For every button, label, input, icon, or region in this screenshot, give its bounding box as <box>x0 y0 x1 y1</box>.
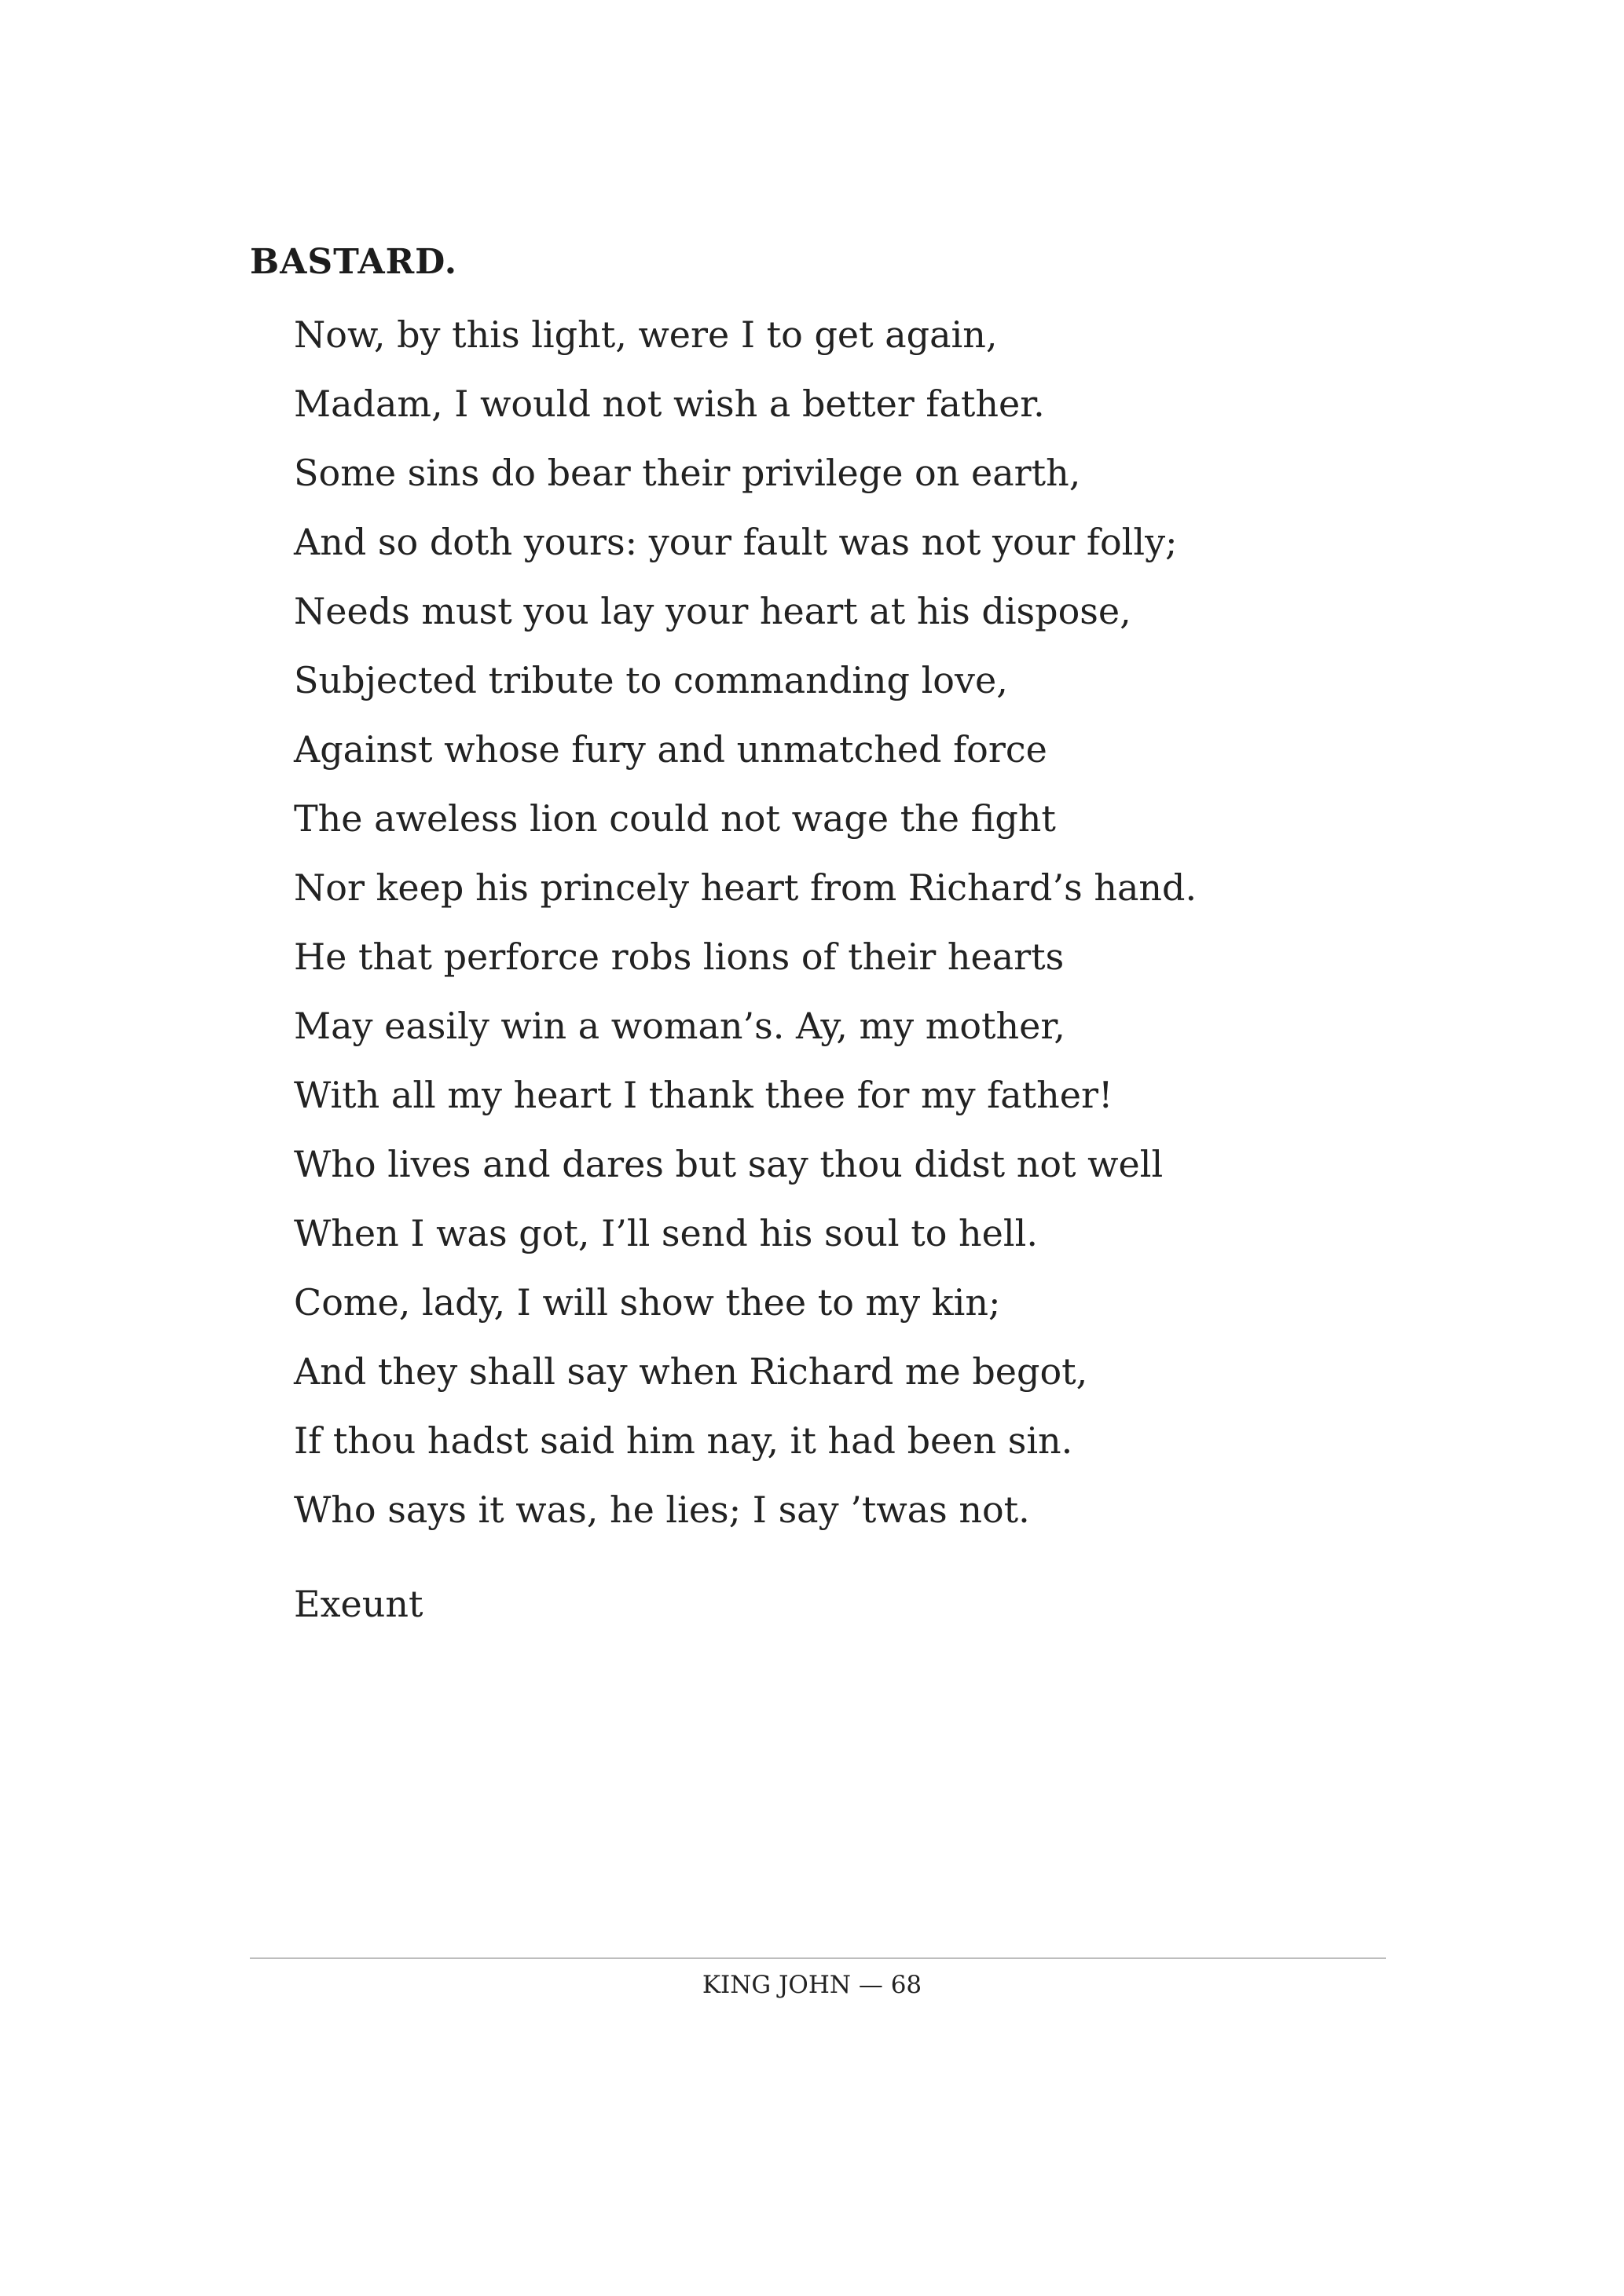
verse-line: May easily win a woman’s. Ay, my mother, <box>294 1005 1065 1047</box>
verse-line: The aweless lion could not wage the fight <box>294 797 1056 840</box>
verse-line: And they shall say when Richard me begot, <box>294 1350 1088 1393</box>
verse-line: With all my heart I thank thee for my father! <box>294 1074 1113 1116</box>
verse-line: Some sins do bear their privilege on earth, <box>294 452 1081 494</box>
verse-line: Needs must you lay your heart at his dispose, <box>294 590 1131 632</box>
stage-direction: Exeunt <box>294 1583 423 1625</box>
verse-line: If thou hadst said him nay, it had been sin. <box>294 1419 1073 1462</box>
verse-block <box>294 305 1197 1549</box>
verse-line: He that perforce robs lions of their hearts <box>294 936 1065 978</box>
verse-line: Who lives and dares but say thou didst not well <box>294 1143 1164 1185</box>
verse-line: And so doth yours: your fault was not your folly; <box>294 521 1178 563</box>
speaker-name: BASTARD. <box>250 242 458 282</box>
footer-divider <box>250 1957 1386 1959</box>
verse-line: Madam, I would not wish a better father. <box>294 383 1045 425</box>
verse-line: Who says it was, he lies; I say ’twas not. <box>294 1489 1030 1531</box>
verse-line: Come, lady, I will show thee to my kin; <box>294 1281 1001 1324</box>
running-footer: KING JOHN — 68 <box>702 1971 922 1999</box>
verse-line: When I was got, I’ll send his soul to hell. <box>294 1212 1038 1254</box>
verse-line: Now, by this light, were I to get again, <box>294 313 998 356</box>
verse-line: Nor keep his princely heart from Richard’s hand. <box>294 866 1197 909</box>
verse-line: Subjected tribute to commanding love, <box>294 659 1008 701</box>
verse-line: Against whose fury and unmatched force <box>294 728 1047 771</box>
